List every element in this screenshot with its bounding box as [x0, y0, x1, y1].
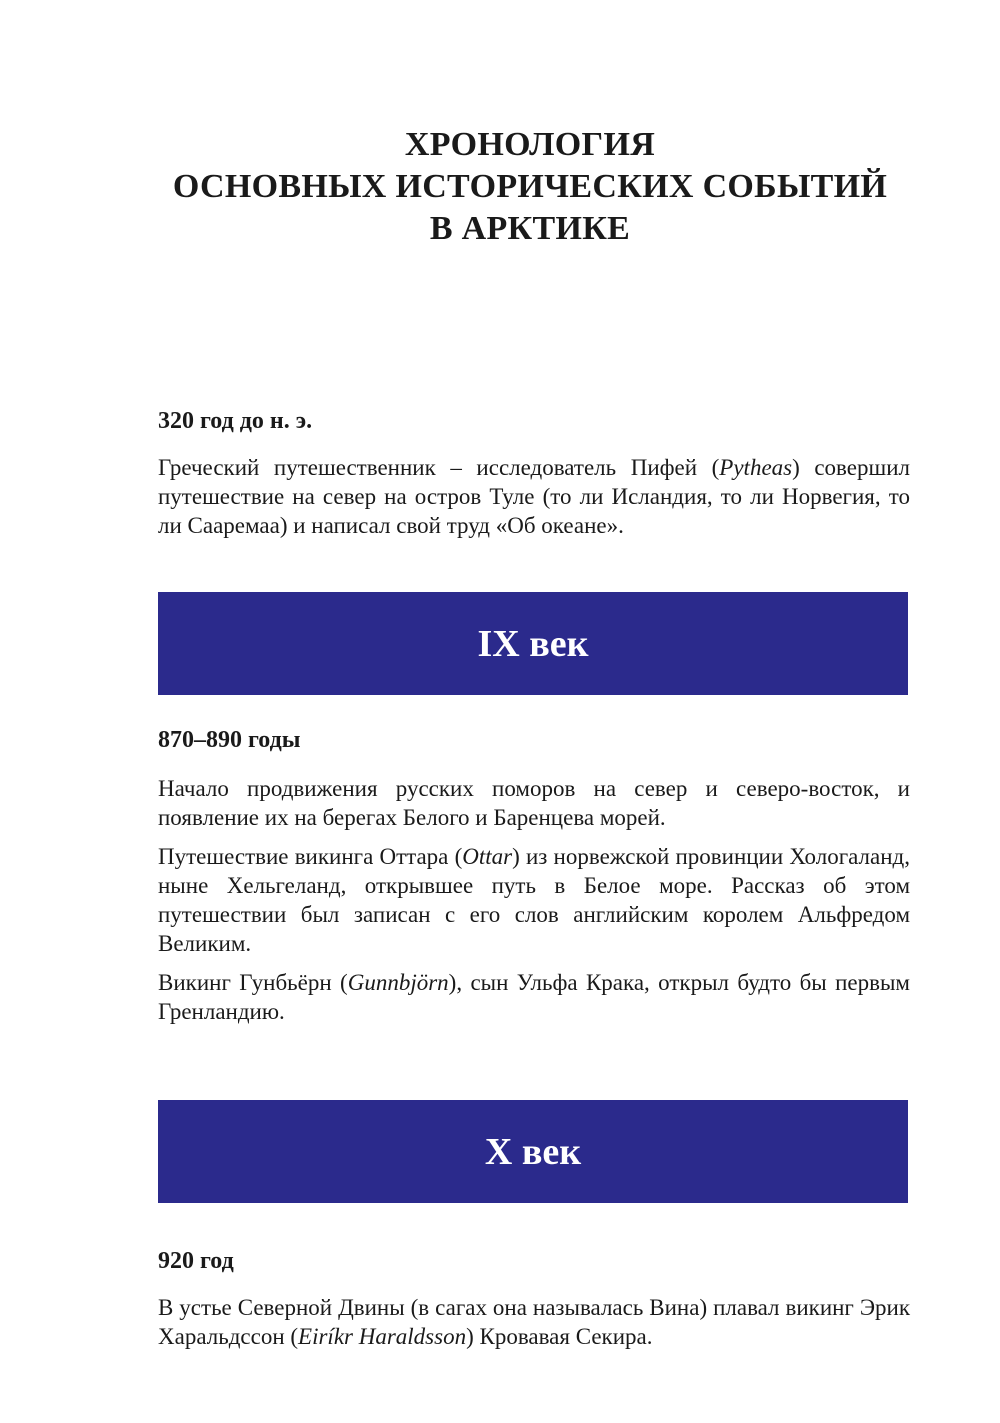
- entry-paragraph: Начало продвижения русских поморов на север и северо-восток, и появление их на берегах Белого и Баренцева морей.: [158, 776, 910, 830]
- entry-year: 920 год: [158, 1248, 234, 1274]
- title-line-3: В АРКТИКЕ: [429, 210, 631, 247]
- entry-870-890: [158, 725, 910, 1026]
- entry-paragraph: Путешествие викинга Оттара (Ottar) из норвежской провинции Хологаланд, ныне Хельгеланд, открывшее путь в Белое море. Рассказ об этом путешествии был записан с его слов английским королем Альфредом Великим.: [158, 844, 910, 956]
- entry-year: 320 год до н. э.: [158, 408, 313, 434]
- entry-year: 870–890 годы: [158, 727, 301, 753]
- entry-paragraph: В устье Северной Двины (в сагах она называлась Вина) плавал викинг Эрик Харальдссон (Eiríkr Haraldsson) Кровавая Секира.: [158, 1295, 910, 1349]
- title-line-2: ОСНОВНЫХ ИСТОРИЧЕСКИХ СОБЫТИЙ: [172, 168, 888, 205]
- century-banner-label: X век: [484, 1130, 582, 1173]
- entry-920: [158, 1246, 910, 1351]
- title-line-1: ХРОНОЛОГИЯ: [404, 126, 656, 163]
- entry-320bc: [158, 406, 910, 540]
- entry-paragraph: Греческий путешественник – исследователь Пифей (Pytheas) совершил путешествие на север на остров Туле (то ли Исландия, то ли Норвегия, то ли Сааремаа) и написал свой труд «Об океане».: [158, 455, 910, 538]
- century-banner-ix: [158, 592, 908, 695]
- entry-paragraph: Викинг Гунбьёрн (Gunnbjörn), сын Ульфа Крака, открыл будто бы первым Гренландию.: [158, 970, 910, 1024]
- page-title: [0, 124, 1000, 250]
- century-banner-label: IX век: [477, 622, 589, 665]
- century-banner-x: [158, 1100, 908, 1203]
